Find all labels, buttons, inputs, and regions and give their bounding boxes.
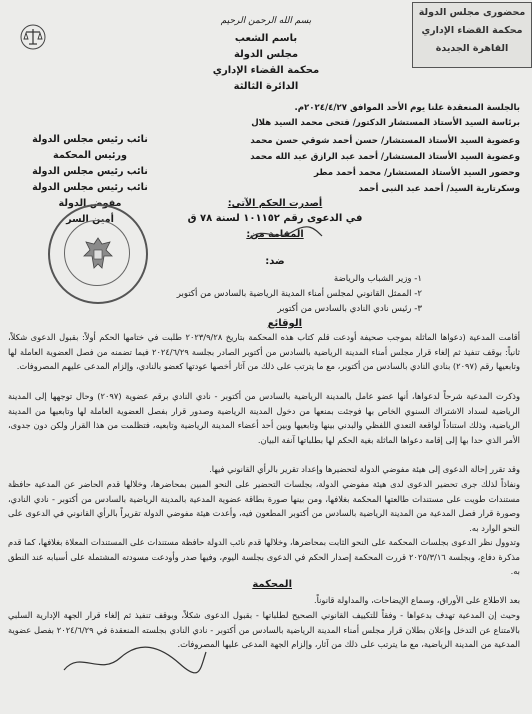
defendant-3: ٣- رئيس نادي النادي بالسادس من أكتوبر: [277, 304, 422, 314]
plaintiff-label: المقامة من:: [246, 229, 304, 240]
stamp-line-1: محضورى مجلس الدولة: [418, 7, 526, 18]
member-4: وسكرتارية السيد/ أحمد عبد النبى أحمد: [358, 184, 520, 194]
member-3: وحضور السيد الأستاذ المستشار/ محمد أحمد مطر: [313, 168, 520, 178]
defendant-1: ١- وزير الشباب والرياضة: [333, 274, 422, 284]
session-chair: برئاسة السيد الأستاذ المستشار الدكتور/ فتحى محمد السيد هلال: [251, 118, 520, 128]
header-line-2: مجلس الدولة: [233, 49, 299, 60]
court-paragraph-2: وحيث إن المدعية تهدف بدعواها - وفقاً للتكييف القانوني الصحيح لطلباتها - بقبول الدعوى شكلاً، وبوقف تنفيذ ثم إلغاء قرار الجهة الإدارية السلبي بالامتناع عن التدخل وإعلان بطلان قرار مجلس أمناء المدينة الرياضية بالسادس من أكتوبر - نادي النادي بجلسته المنعقدة في ٢٠٢٤/٦/٢٩ بفصل عضوية المدعية من المدينة الرياضية، مع ما يترتب على ذلك من آثار، وإلزام الجهة المدعى عليها المصروفات.: [8, 610, 520, 650]
title-vice-president-1: نائب رئيس مجلس الدولة: [32, 134, 148, 145]
eagle-emblem-icon: [80, 234, 116, 274]
court-seal: [48, 204, 148, 304]
title-state-commissioner: مفوض الدولة: [58, 198, 122, 209]
facts-paragraph-3: وقد تقرر إحالة الدعوى إلى هيئة مفوضي الدولة لتحضيرها وإعداد تقرير بالرأي القانوني فيها.: [209, 464, 520, 474]
title-court-president: ورئيس المحكمة: [53, 150, 127, 161]
header-line-1: باسم الشعب: [234, 33, 298, 44]
court-paragraph-1: بعد الاطلاع على الأوراق، وسماع الإيضاحات، والمداولة قانوناً.: [313, 595, 520, 605]
verdict-issued: أصدرت الحكم الآتي:: [227, 198, 323, 209]
stamp-line-3: القاهرة الجديدة: [435, 43, 509, 54]
signature-mark-2: [246, 224, 326, 244]
title-vice-president-3: نائب رئيس مجلس الدولة: [32, 182, 148, 193]
facts-paragraph-4: ونفاذاً لذلك جرى تحضير الدعوى لدى هيئة مفوضي الدولة، بجلسات التحضير على النحو المبين بمحاضرها، وخلالها قدم الحاضر عن المدعية حافظة مستندات طويت على مستندات طالعتها المحكمة بغلافها، ومن بينها صورة بطاقة عضوية المدعية بالمدينة الرياضية بالسادس من أكتوبر - نادي النادي، وصورة قرار فصل المدعية من المدينة الرياضية بالسادس من أكتوبر المطعون فيه، وأعدت هيئة مفوضي الدولة تقريراً بالرأي القانوني في الدعوى على النحو الوارد به.: [8, 479, 520, 533]
facts-title: الوقائع: [267, 318, 302, 329]
basmala: بسم الله الرحمن الرحيم: [220, 16, 312, 26]
scales-of-justice-icon: [20, 24, 46, 50]
facts-paragraph-5: وتدوول نظر الدعوى بجلسات المحكمة على النحو الثابت بمحاضرها، وخلالها قدم نائب الدولة حافظة مستندات على المستندات المعلاة بغلافها، كما قدم مذكرة دفاع، وبجلسة ٢٠٢٥/٣/١٦ قررت المحكمة إصدار الحكم في الدعوى بجلسة اليوم، وفيها صدر وأودعت مسودته المشتملة على أسبابه عند النطق به.: [8, 537, 520, 577]
session-date: بالجلسة المنعقدة علنا يوم الأحد الموافق ٢٠٢٤/٤/٢٧م.: [294, 103, 520, 113]
member-2: وعضوية السيد الأستاذ المستشار/ أحمد عبد الرازق عبد الله محمد: [250, 152, 520, 162]
court-title: المحكمة: [252, 579, 292, 590]
title-secretary: أمين السر: [66, 214, 114, 225]
facts-paragraph-1: أقامت المدعية (دعواها الماثلة بموجب صحيفة أودعت قلم كتاب هذه المحكمة بتاريخ ٢٠٢٣/٩/٢٨ طلبت في ختامها الحكم أولاً: بقبول الدعوى شكلاً، ثانياً: بوقف تنفيذ ثم إلغاء قرار مجلس أمناء المدينة الرياضية بالسادس من أكتوبر الصادر بجلسة ٢٠٢٤/٦/٢٩ فيما تضمنه من فصل العضوية العاملة لها وتابعيها رقم (٢٠٩٧) بنادي النادي بالسادس من أكتوبر، مع ما يترتب على ذلك من آثار أخصها عودتها كعضو بالنادي، وإلزام المدعى عليهم المصروفات.: [8, 332, 520, 372]
defendant-2: ٢- الممثل القانوني لمجلس أمناء المدينة الرياضية بالسادس من أكتوبر: [176, 289, 422, 299]
court-stamp: [412, 2, 532, 68]
header-line-4: الدائرة الثالثة: [233, 81, 299, 92]
title-vice-president-2: نائب رئيس مجلس الدولة: [32, 166, 148, 177]
signature-mark: [60, 640, 210, 680]
stamp-line-2: محكمة القضاء الإداري: [421, 25, 523, 36]
case-number: في الدعوى رقم ١٠١١٥٢ لسنة ٧٨ ق: [187, 213, 363, 224]
header-line-3: محكمة القضاء الإداري: [212, 65, 320, 76]
facts-paragraph-2: وذكرت المدعية شرحاً لدعواها، أنها عضو عامل بالمدينة الرياضية بالسادس من أكتوبر - نادي النادي برقم عضوية (٢٠٩٧) وحال توجهها إلى المدينة الرياضية لسداد الاشتراك السنوي الخاص بها فوجئت بمنعها من دخول المدينة الرياضية وصدور قرار بفصل العضوية العاملة لها وتابعيها من المدينة الرياضية، وذلك استناداً لواقعة التعدي اللفظي والبدني بينها وتابعيها وبين أحد أعضاء المدينة الرياضية وتابعيه، فتظلمت من هذا القرار ولكن دون جدوى، الأمر الذي حدا بها إلى إقامة دعواها الماثلة بغية الحكم لها بطلباتها آنفة البيان.: [8, 391, 521, 445]
defendants-label: ضد:: [265, 256, 285, 267]
member-1: وعضوية السيد الأستاذ المستشار/ حسن أحمد شوقي حسن محمد: [250, 136, 520, 146]
